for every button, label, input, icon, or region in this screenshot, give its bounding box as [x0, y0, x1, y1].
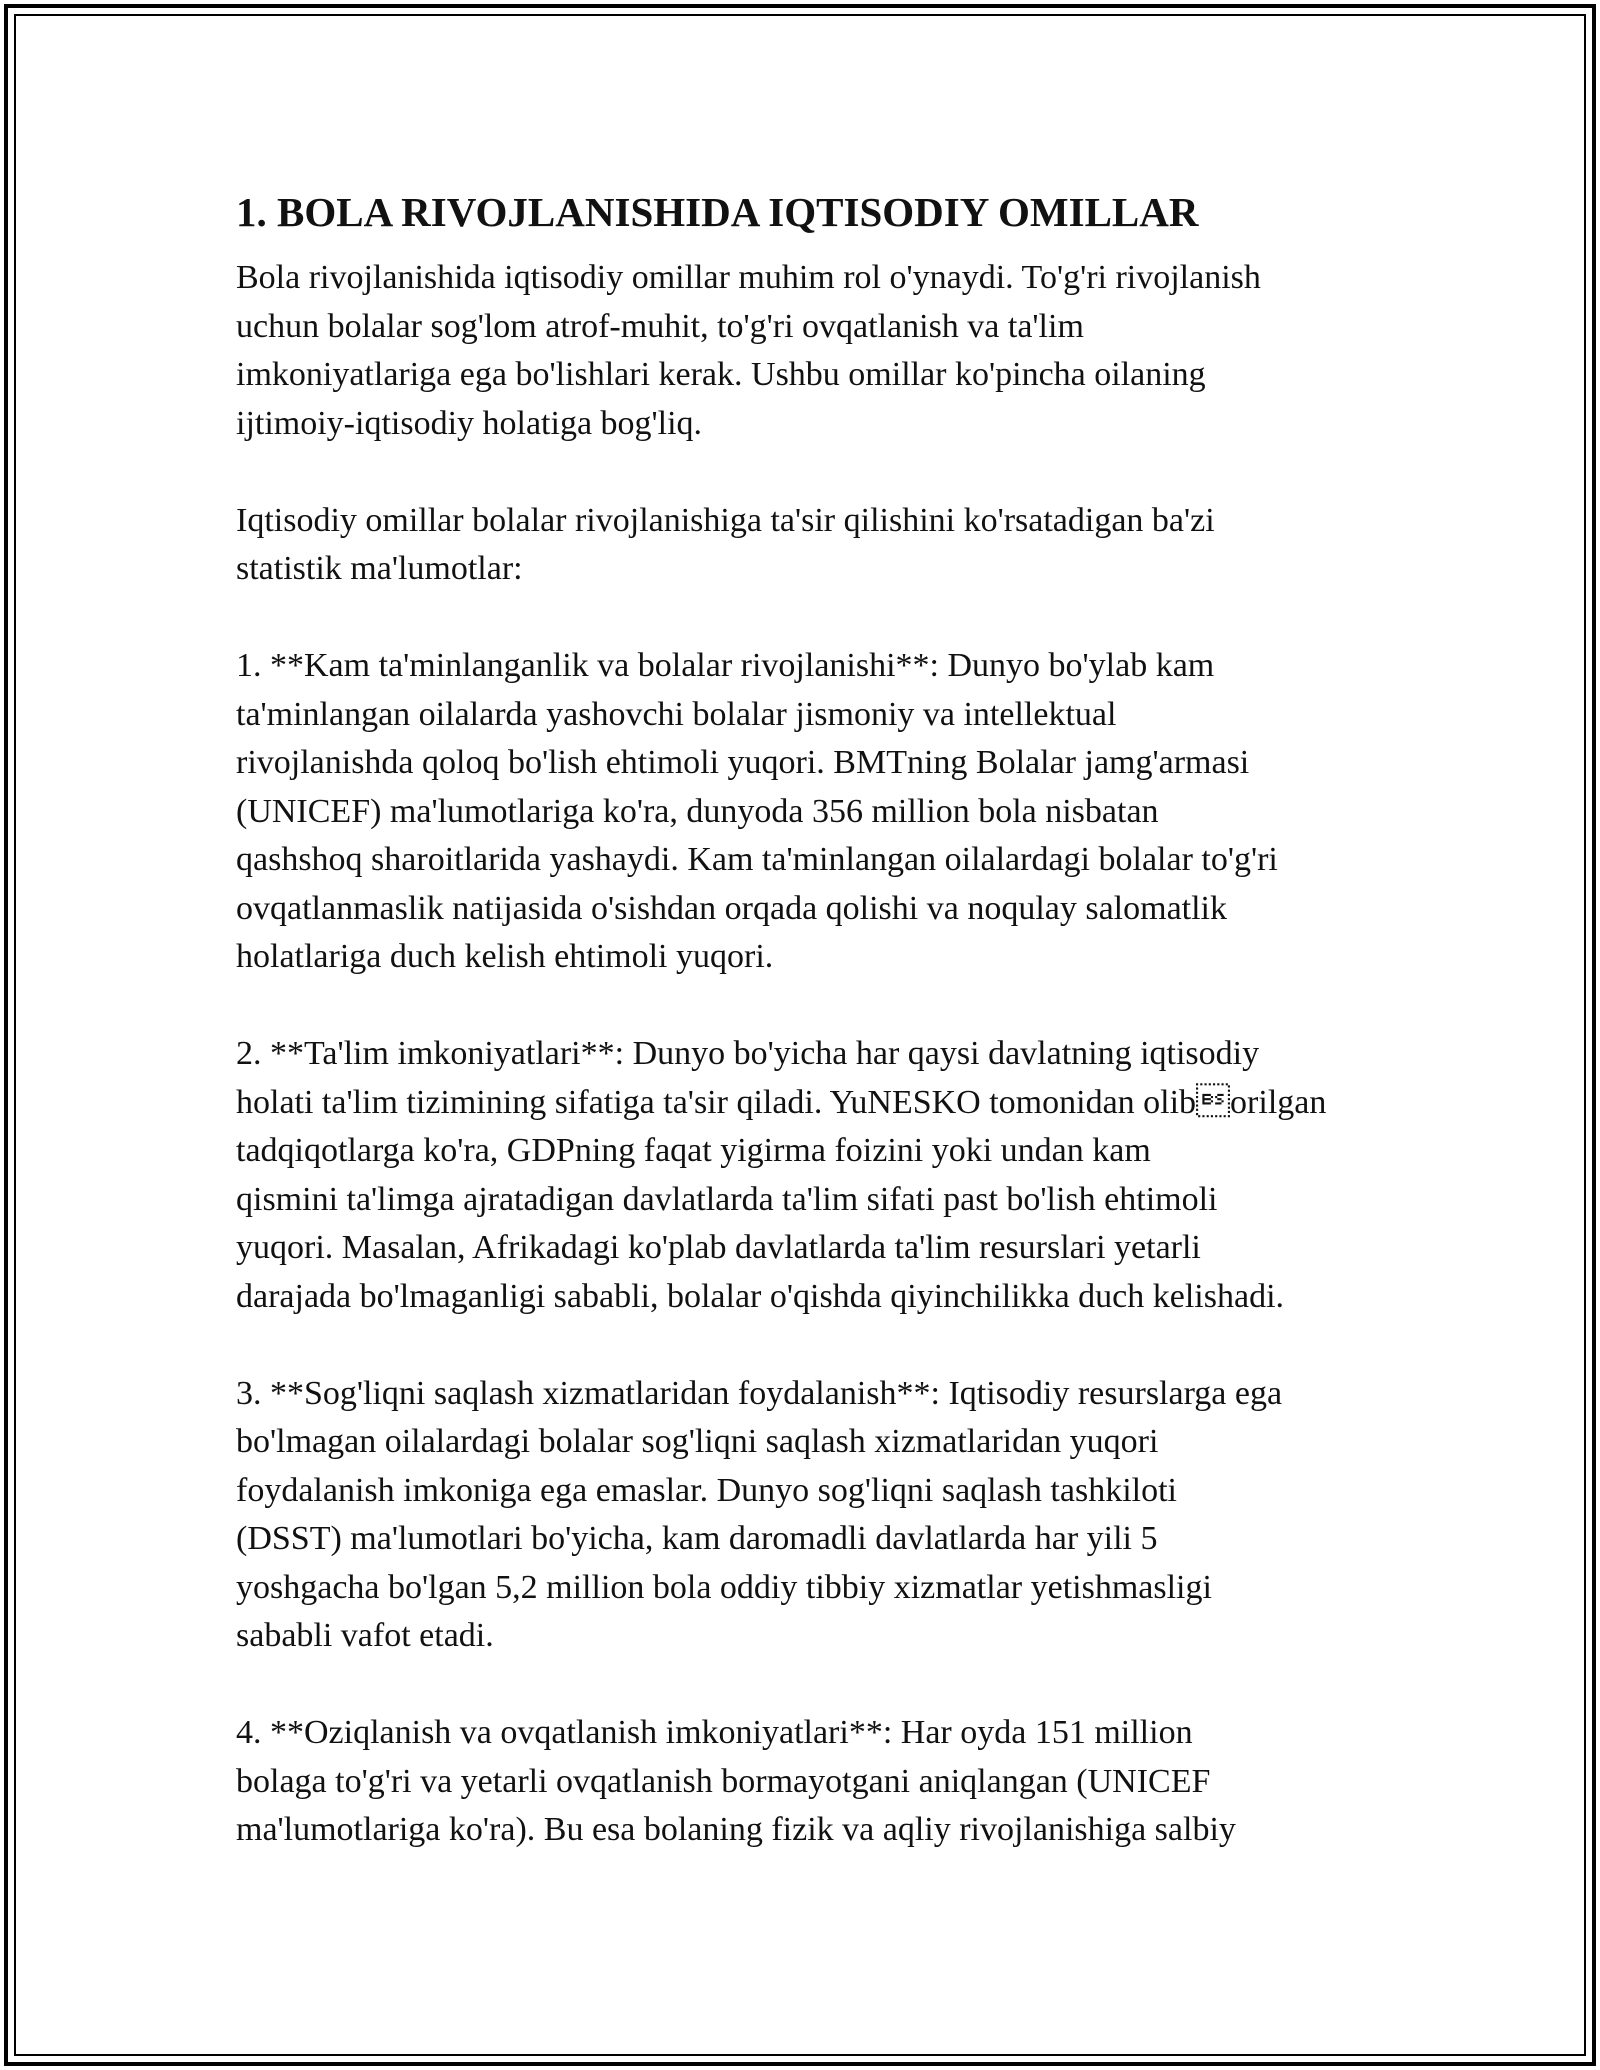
paragraph-statistics-lead: Iqtisodiy omillar bolalar rivojlanishiga ta'sir qilishini ko'rsatadigan ba'zi statistik ma'lumotlar: [236, 501, 1215, 587]
paragraph-item-4: 4. **Oziqlanish va ovqatlanish imkoniyatlari**: Har oyda 151 million bolaga to'g'ri va yetarli ovqatlanish bormayotgani aniqlangan (UNICEF ma'lumotlariga ko'ra). Bu esa bolaning fizik va aqliy rivojlanishiga salbiy [236, 1714, 1236, 1848]
paragraph-item-1: 1. **Kam ta'minlanganlik va bolalar rivojlanishi**: Dunyo bo'ylab kam ta'minlangan oilalarda yashovchi bolalar jismoniy va intellektual rivojlanishda qoloq bo'lish ehtimoli yuqori. BMTning Bolalar jamg'armasi (UNICEF) ma'lumotlariga ko'ra, dunyoda 356 million bola nisbatan qashshoq sharoitlarida yashaydi. Kam ta'minlangan oilalardagi bolalar to'g'ri ovqatlanmaslik natijasida o'sishdan orqada qolishi va noqulay salomatlik holatlariga duch kelish ehtimoli yuqori. [236, 647, 1278, 975]
document-body [236, 184, 1366, 1903]
paragraph-intro: Bola rivojlanishida iqtisodiy omillar muhim rol o'ynaydi. To'g'ri rivojlanish uchun bolalar sog'lom atrof-muhit, to'g'ri ovqatlanish va ta'lim imkoniyatlariga ega bo'lishlari kerak. Ushbu omillar ko'pincha oilaning ijtimoiy-iqtisodiy holatiga bog'liq. [236, 259, 1261, 442]
section-title: 1. BOLA RIVOJLANISHIDA IQTISODIY OMILLAR [236, 189, 1199, 235]
paragraph-item-3: 3. **Sog'liqni saqlash xizmatlaridan foydalanish**: Iqtisodiy resurslarga ega bo'lmagan oilalardagi bolalar sog'liqni saqlash xizmatlaridan yuqori foydalanish imkoniga ega emaslar. Dunyo sog'liqni saqlash tashkiloti (DSST) ma'lumotlari bo'yicha, kam daromadli davlatlarda har yili 5 yoshgacha bo'lgan 5,2 million bola oddiy tibbiy xizmatlar yetishmasligi sababli vafot etadi. [236, 1374, 1283, 1654]
paragraph-item-2: 2. **Ta'lim imkoniyatlari**: Dunyo bo'yicha har qaysi davlatning iqtisodiy holati ta'lim tizimining sifatiga ta'sir qiladi. YuNESKO tomonidan oliborilgan tadqiqotlarga ko'ra, GDPning faqat yigirma foizini yoki undan kam qismini ta'limga ajratadigan davlatlarda ta'lim sifati past bo'lish ehtimoli yuqori. Masalan, Afrikadagi ko'plab davlatlarda ta'lim resurslari yetarli darajada bo'lmaganligi sababli, bolalar o'qishda qiyinchilikka duch kelishadi. [236, 1035, 1327, 1315]
